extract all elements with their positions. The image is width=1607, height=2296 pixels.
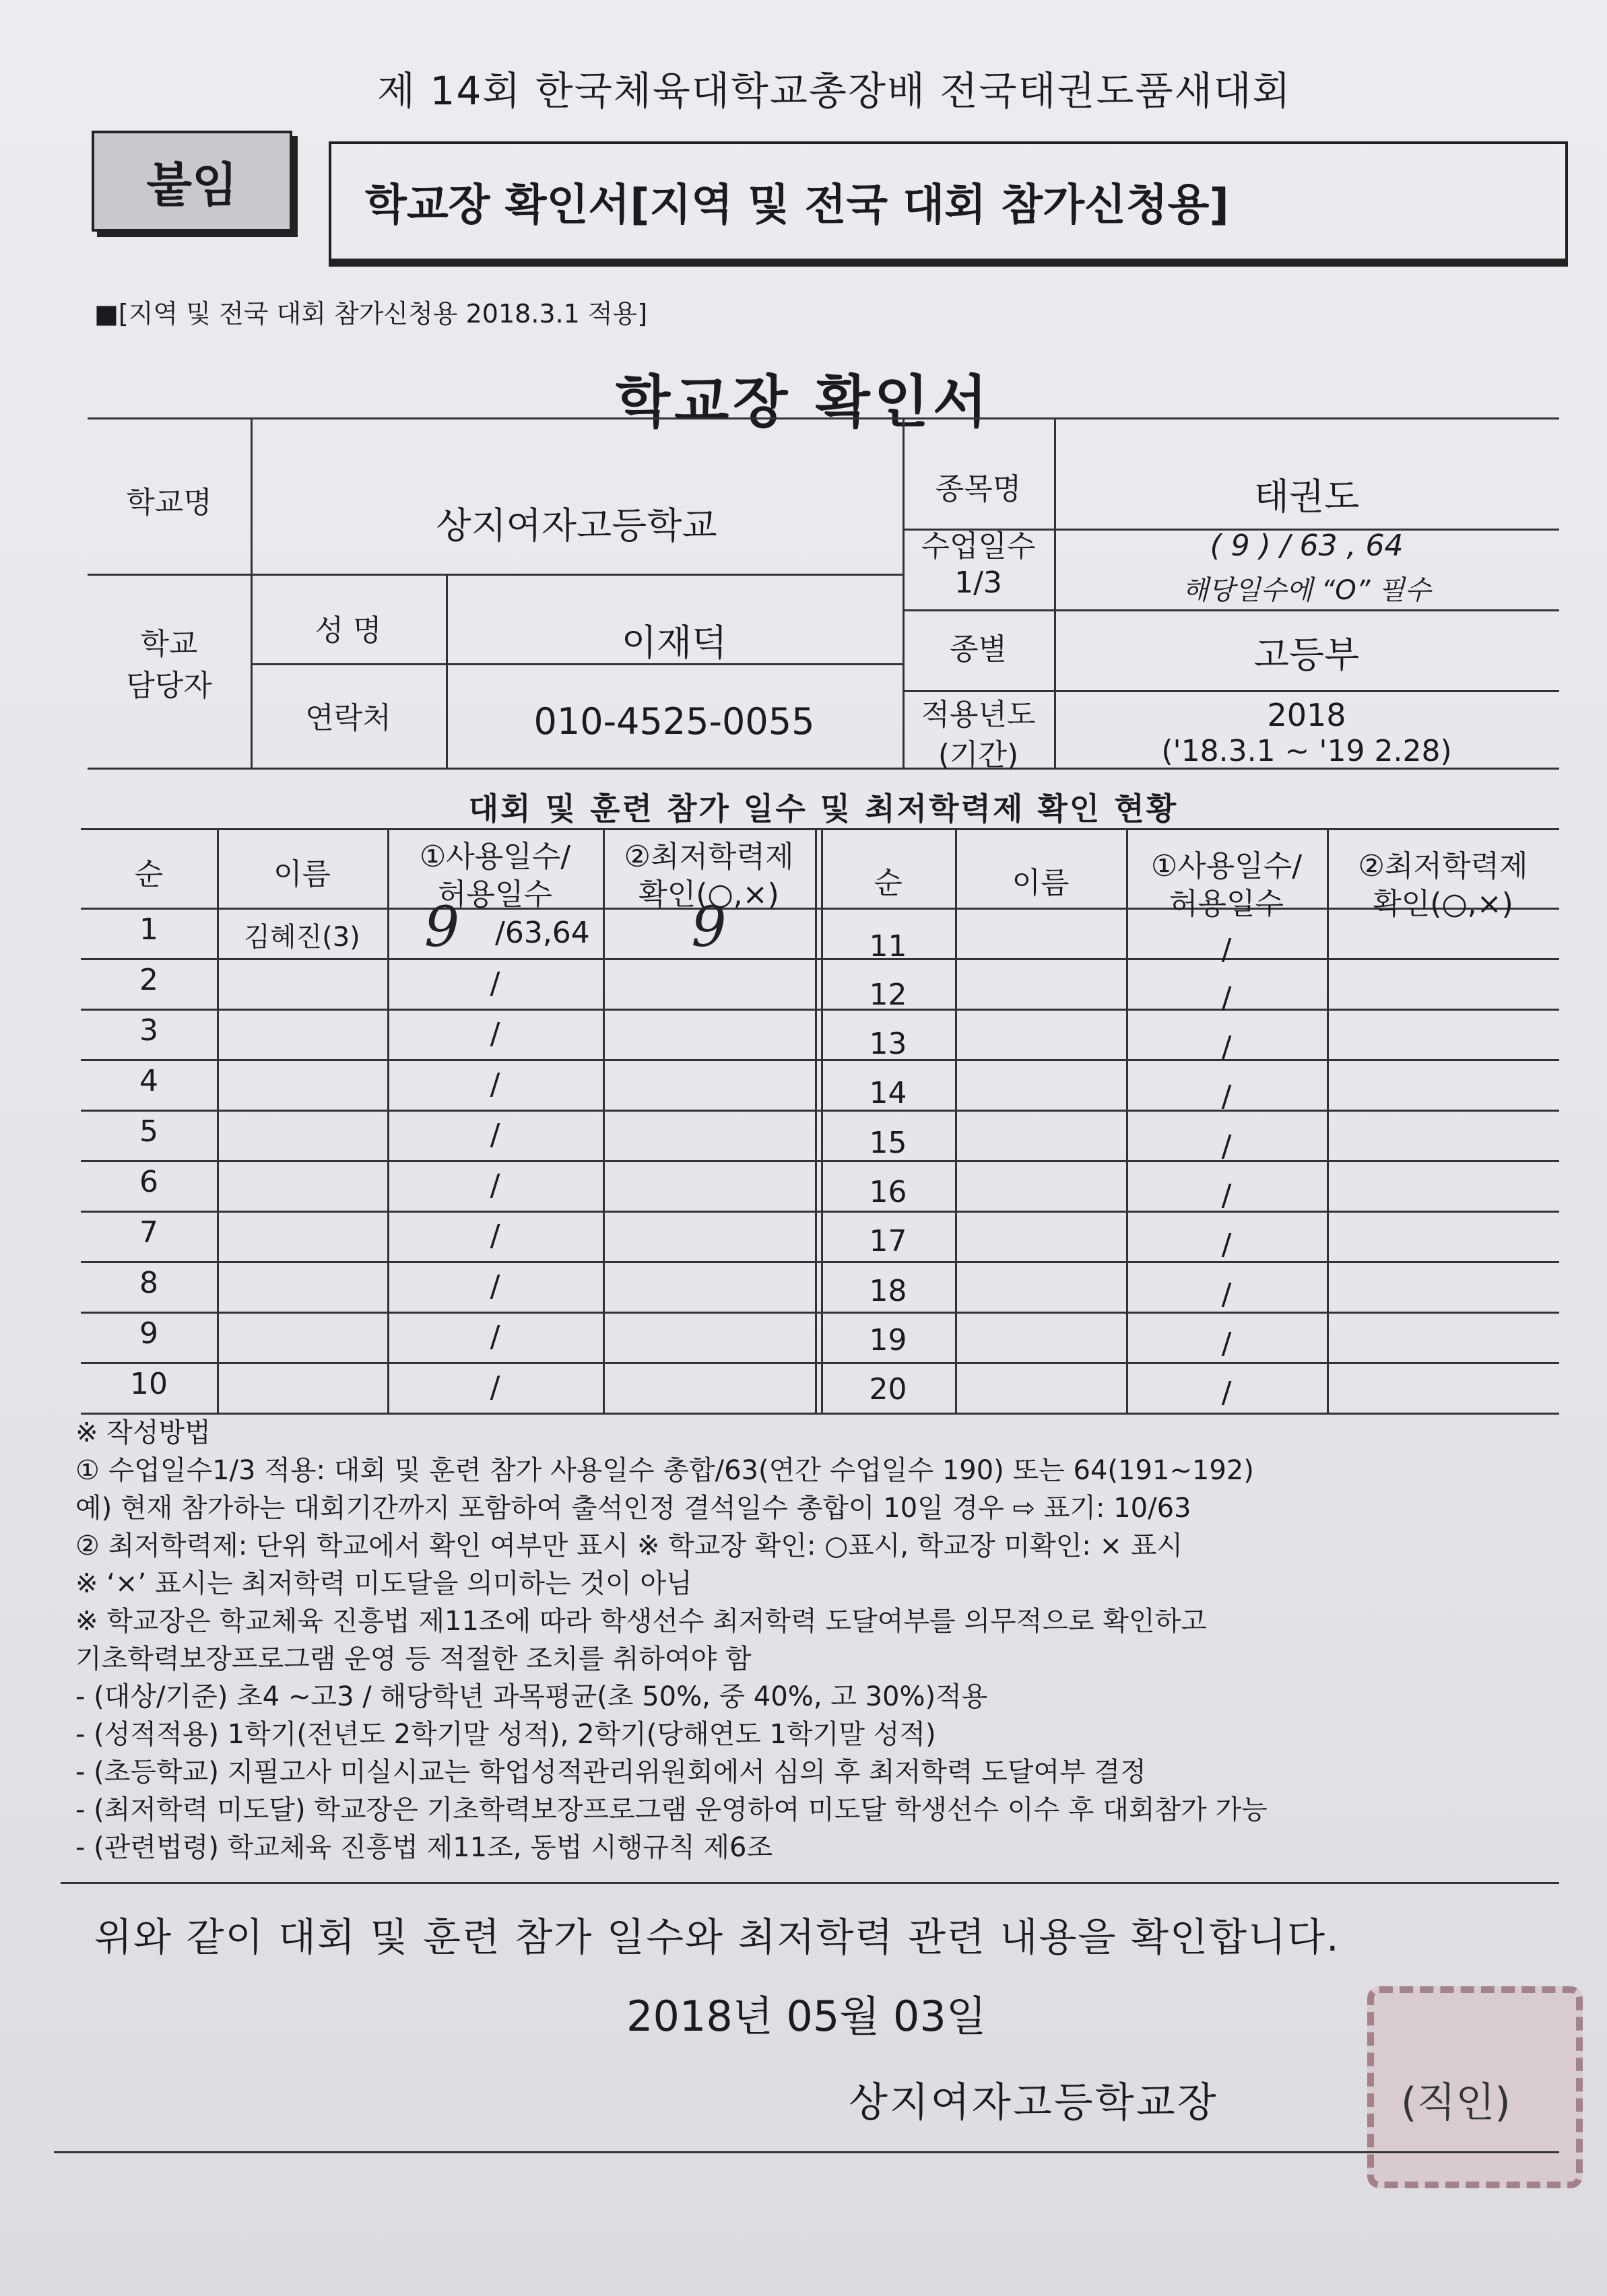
- main-title: 학교장 확인서[지역 및 전국 대회 참가신청용]: [329, 141, 1568, 261]
- header-name-right: 이름: [1012, 866, 1070, 900]
- row-days: /: [1221, 1277, 1232, 1312]
- manager-label-2: 담당자: [126, 669, 212, 703]
- row-no: 13: [869, 1027, 907, 1061]
- year-label-1: 적용년도: [921, 698, 1036, 732]
- header-days-left-2: 허용일수: [437, 877, 552, 912]
- row-no: 12: [869, 978, 907, 1012]
- header-check-right-2: 확인(○,×): [1373, 887, 1513, 921]
- header-check-left-1: ②최저학력제: [624, 840, 794, 874]
- row-days: /: [490, 1017, 500, 1051]
- row-no: 20: [869, 1372, 907, 1407]
- header-no-right: 순: [874, 866, 903, 900]
- note-line: - (성적적용) 1학기(전년도 2학기말 성적), 2학기(당해연도 1학기말 성적): [75, 1719, 936, 1750]
- row-no: 9: [139, 1316, 158, 1351]
- seal-label: (직인): [1401, 2079, 1511, 2126]
- row-no: 4: [139, 1064, 158, 1098]
- row-days: /: [1221, 1227, 1232, 1262]
- name-label: 성 명: [315, 613, 382, 648]
- row-days: /: [1221, 1326, 1232, 1361]
- contact-label: 연락처: [305, 701, 391, 735]
- class-days-value: ( 9 ) / 63 , 64: [1210, 529, 1404, 563]
- row-days-handwritten: 9: [424, 896, 460, 959]
- header-name-left: 이름: [273, 857, 331, 891]
- row-days: /: [490, 1320, 500, 1354]
- note-line: ※ 작성방법: [75, 1417, 211, 1448]
- row-no: 1: [139, 912, 158, 947]
- issue-date: 2018년 05월 03일: [626, 1992, 987, 2041]
- note-line: ※ ‘×’ 표시는 최저학력 미도달을 의미하는 것이 아님: [75, 1568, 692, 1599]
- row-days: /: [490, 1168, 500, 1203]
- header-check-right-1: ②최저학력제: [1358, 849, 1528, 883]
- row-days: /: [1221, 1178, 1232, 1213]
- row-days: /: [1221, 981, 1232, 1015]
- note-line: 기초학력보장프로그램 운영 등 적절한 조치를 취하여야 함: [75, 1644, 752, 1675]
- row-days: /: [1221, 1129, 1232, 1163]
- row-no: 18: [869, 1274, 907, 1308]
- header-days-right-2: 허용일수: [1169, 887, 1284, 921]
- confirmation-statement: 위와 같이 대회 및 훈련 참가 일수와 최저학력 관련 내용을 확인합니다.: [94, 1914, 1340, 1960]
- row-no: 15: [869, 1126, 907, 1160]
- document-title: 학교장 확인서: [615, 369, 992, 435]
- row-no: 7: [139, 1215, 158, 1250]
- row-name: 김혜진(3): [244, 922, 360, 953]
- header-check-left-2: 확인(○,×): [638, 877, 779, 912]
- note-line: ※ 학교장은 학교체육 진흥법 제11조에 따라 학생선수 최저학력 도달여부를 의무적으로 확인하고: [75, 1606, 1207, 1637]
- contact-value: 010-4525-0055: [533, 700, 815, 743]
- class-days-ratio: 1/3: [954, 566, 1002, 600]
- row-days: /: [490, 1370, 500, 1405]
- sport-value: 태권도: [1253, 475, 1360, 518]
- writing-instructions: [75, 1414, 1571, 1866]
- row-days: /: [1221, 1376, 1232, 1410]
- row-no: 2: [139, 963, 158, 997]
- row-no: 19: [869, 1323, 907, 1357]
- note-line: - (관련법령) 학교체육 진흥법 제11조, 동법 시행규칙 제6조: [75, 1832, 773, 1863]
- row-days: /: [490, 966, 500, 1001]
- manager-name: 이재덕: [621, 621, 727, 664]
- row-days: /: [490, 1219, 500, 1253]
- year-label-2: (기간): [938, 738, 1019, 772]
- row-no: 17: [869, 1224, 907, 1258]
- class-days-note: 해당일수에 “O” 필수: [1182, 575, 1431, 606]
- row-no: 8: [139, 1266, 158, 1300]
- class-days-label: 수업일수: [921, 529, 1036, 564]
- division-label: 종별: [949, 632, 1007, 667]
- period-value: ('18.3.1 ~ '19 2.28): [1161, 734, 1452, 768]
- header-days-right-1: ①사용일수/: [1150, 849, 1303, 883]
- row-check-handwritten: 9: [691, 896, 727, 959]
- manager-label-1: 학교: [140, 627, 198, 661]
- school-name-value: 상지여자고등학교: [436, 504, 717, 547]
- division-value: 고등부: [1253, 634, 1360, 676]
- note-line: ② 최저학력제: 단위 학교에서 확인 여부만 표시 ※ 학교장 확인: ○표시, 학교장 미확인: × 표시: [75, 1530, 1183, 1561]
- row-no: 11: [869, 929, 907, 964]
- note-line: ① 수업일수1/3 적용: 대회 및 훈련 참가 사용일수 총합/63(연간 수업일수 190) 또는 64(191~192): [75, 1455, 1254, 1486]
- row-days: /: [1221, 933, 1232, 967]
- year-value: 2018: [1267, 697, 1346, 733]
- row-no: 5: [139, 1114, 158, 1149]
- row-no: 3: [139, 1013, 158, 1048]
- row-no: 10: [130, 1367, 168, 1401]
- row-no: 16: [869, 1175, 907, 1209]
- row-no: 14: [869, 1076, 907, 1110]
- row-days: /63,64: [495, 916, 590, 950]
- row-no: 6: [139, 1165, 158, 1199]
- row-days: /: [1221, 1079, 1232, 1114]
- applied-note: ■[지역 및 전국 대회 참가신청용 2018.3.1 적용]: [94, 299, 648, 329]
- table-title: 대회 및 훈련 참가 일수 및 최저학력제 확인 현황: [468, 790, 1179, 827]
- row-days: /: [490, 1067, 500, 1102]
- event-title: 제 14회 한국체육대학교총장배 전국태권도품새대회: [377, 68, 1292, 114]
- note-line: - (대상/기준) 초4 ~고3 / 해당학년 과목평균(초 50%, 중 40%, 고 30%)적용: [75, 1681, 988, 1712]
- attachment-badge: 붙임: [92, 131, 292, 232]
- sport-label: 종목명: [935, 472, 1022, 506]
- note-line: - (최저학력 미도달) 학교장은 기초학력보장프로그램 운영하여 미도달 학생선수 이수 후 대회참가 가능: [75, 1794, 1268, 1825]
- school-name-label: 학교명: [126, 485, 212, 520]
- note-line: - (초등학교) 지필고사 미실시교는 학업성적관리위원회에서 심의 후 최저학력 도달여부 결정: [75, 1757, 1146, 1788]
- header-no-left: 순: [134, 857, 164, 891]
- note-line: 예) 현재 참가하는 대회기간까지 포함하여 출석인정 결석일수 총합이 10일 경우 ⇨ 표기: 10/63: [75, 1493, 1191, 1524]
- principal-name: 상지여자고등학교장: [849, 2079, 1218, 2126]
- row-days: /: [490, 1269, 500, 1304]
- row-days: /: [1221, 1030, 1232, 1065]
- header-days-left-1: ①사용일수/: [419, 840, 571, 874]
- row-days: /: [490, 1118, 500, 1152]
